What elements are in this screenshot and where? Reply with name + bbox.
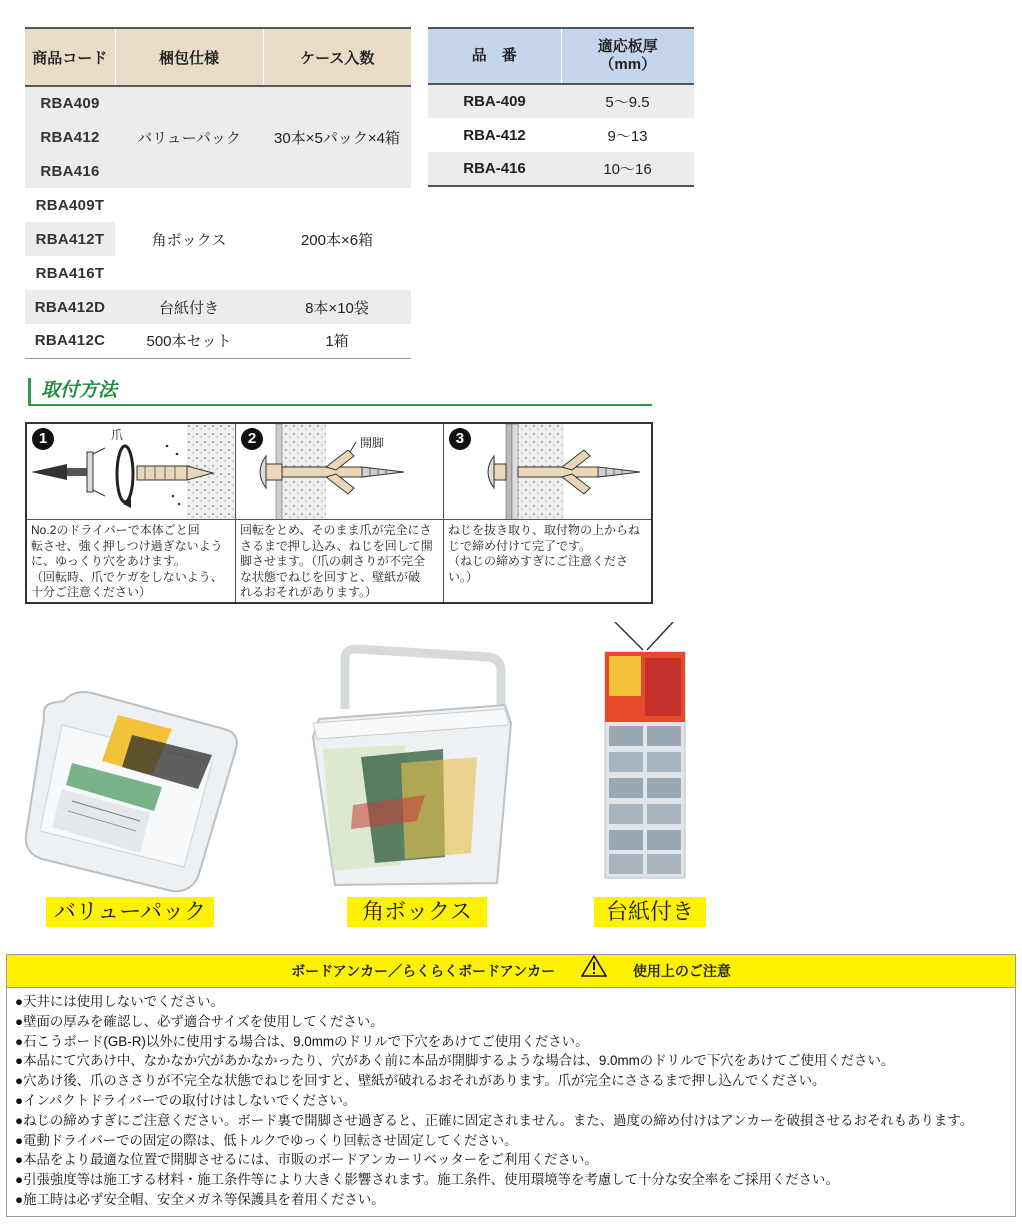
square-box-caption: 角ボックス [347,897,487,927]
description-line: （ねじの締めすぎにご注意くださ [447,554,628,568]
packaging-cell: 台紙付き [115,290,263,324]
caution-item: ●ねじの締めすぎにご注意ください。ボード裏で開脚させ過ぎると、正確に固定されません。また、過度の締め付けはアンカーを破損させるおそれもあります。 [15,1112,974,1128]
header-board-thickness [561,28,694,84]
description-line: ねじを抜き取り、取付物の上からね [447,523,640,537]
header-product-code: 商品コード [25,28,115,86]
caution-item: ●電動ドライバーでの固定の際は、低トルクでゆっくり回転させ固定してください。 [15,1132,518,1148]
quantity-cell: 30本×5パック×4箱 [263,86,411,188]
caution-item: ●本品にて穴あけ中、なかなか穴があかなかったり、穴があく前に本品が開脚するような場合は、9.0mmのドリルで下穴をあけてご使用ください。 [15,1053,895,1069]
quantity-cell: 1箱 [263,324,411,358]
install-heading [28,378,652,406]
description-line: じで締め付けて完了です。 [447,538,592,553]
step-2 [235,424,443,602]
step-3 [443,424,651,602]
step-number: 3 [449,428,471,450]
thickness-value: 10〜16 [561,152,694,186]
description-line: 脚させます。（爪の刺さりが不完全 [239,554,426,568]
caution-item: ●施工時は必ず安全帽、安全メガネ等保護具を着用ください。 [15,1191,385,1207]
step-1-description [27,520,235,604]
claw-label: 爪 [111,428,124,442]
thickness-value: 5〜9.5 [561,84,694,118]
quantity-cell: 200本×6箱 [263,188,411,290]
description-line: れるおそれがあります。） [239,585,378,599]
step-3-illustration [444,424,651,520]
caution-title: 使用上のご注意 [632,963,731,979]
description-line: 回転をとめ、そのまま爪が完全にさ [239,523,432,537]
caution-item: ●壁面の厚みを確認し、必ず適合サイズを使用してください。 [15,1013,384,1029]
header-case-quantity: ケース入数 [263,28,411,86]
description-line: 十分ご注意ください） [31,585,152,599]
header-thickness-label: 適応板厚 [597,38,658,55]
step-1 [27,424,235,602]
product-code: RBA412 [25,120,115,154]
caution-item: ●インパクトドライバーでの取付けはしないでください。 [15,1092,357,1108]
caution-item: ●本品をより最適な位置で開脚させるには、市販のボードアンカーリベッターをご利用ください。 [15,1152,598,1168]
description-line: No.2のドライバーで本体ごと回 [31,523,200,537]
board-thickness-table [428,27,694,187]
description-line: な状態でねじを回すと、壁紙が破 [239,569,420,584]
install-steps [25,422,653,604]
caution-header [7,955,1015,988]
step-number: 2 [241,428,263,450]
step-2-illustration [236,424,443,520]
caution-product-name: ボードアンカー／らくらくボードアンカー [291,963,556,979]
part-number: RBA-412 [463,126,526,144]
step-1-illustration [27,424,235,520]
caution-item: ●穴あけ後、爪のささりが不完全な状態でねじを回すと、壁紙が破れるおそれがあります。爪が完全にささるまで押し込んでください。 [15,1073,826,1089]
thickness-value: 9〜13 [607,127,648,145]
product-code: RBA409 [25,86,115,120]
description-line: い。） [447,569,478,584]
part-number: RBA-409 [428,84,561,118]
packaging-cell: 500本セット [115,324,263,358]
caution-item: ●天井には使用しないでください。 [15,994,224,1009]
description-line: に、ゆっくり穴をあけます。 [31,554,186,568]
product-code: RBA416 [25,154,115,188]
open-leg-label: 開脚 [359,436,384,450]
description-line: （回転時、爪でケガをしないよう、 [31,569,223,584]
fixed-anchor-illustration [444,424,651,520]
card-pack-photo [585,622,705,882]
part-number: RBA-416 [428,152,561,186]
install-title: 取付方法 [41,380,118,401]
square-box-photo [305,645,515,895]
expanded-anchor-illustration [236,424,443,520]
card-caption: 台紙付き [594,897,706,927]
description-line: 転させ、強く押しつけ過ぎないよう [31,538,223,553]
drill-anchor-illustration [27,424,235,520]
product-table [25,27,411,359]
header-packaging: 梱包仕様 [115,28,263,86]
product-code: RBA412T [25,222,115,256]
quantity-cell: 8本×10袋 [263,290,411,324]
header-part-number: 品 番 [428,28,561,84]
caution-item: ●石こうボード(GB-R)以外に使用する場合は、9.0mmのドリルで下穴をあけてご使用ください。 [15,1033,589,1049]
step-2-description [236,520,443,604]
packaging-cell: 角ボックス [115,188,263,290]
caution-box [6,954,1016,1217]
packaging-cell: バリューパック [115,86,263,188]
value-pack-photo [22,685,244,895]
warning-icon [581,955,607,989]
description-line: さるまで押し込み、ねじを回して開 [239,538,433,553]
product-code: RBA409T [35,196,105,214]
step-3-description [444,520,651,588]
caution-list [7,988,1015,1210]
caution-item: ●引張強度等は施工する材料・施工条件等により大きく影響されます。施工条件、使用環境等を考慮して十分な安全率をご採用ください。 [15,1172,839,1188]
value-pack-caption: バリューパック [46,897,214,927]
product-code: RBA412D [25,290,115,324]
step-number: 1 [32,428,54,450]
header-thickness-unit: （mm） [599,56,657,73]
product-code: RBA412C [25,324,115,358]
product-code: RBA416T [35,264,105,282]
